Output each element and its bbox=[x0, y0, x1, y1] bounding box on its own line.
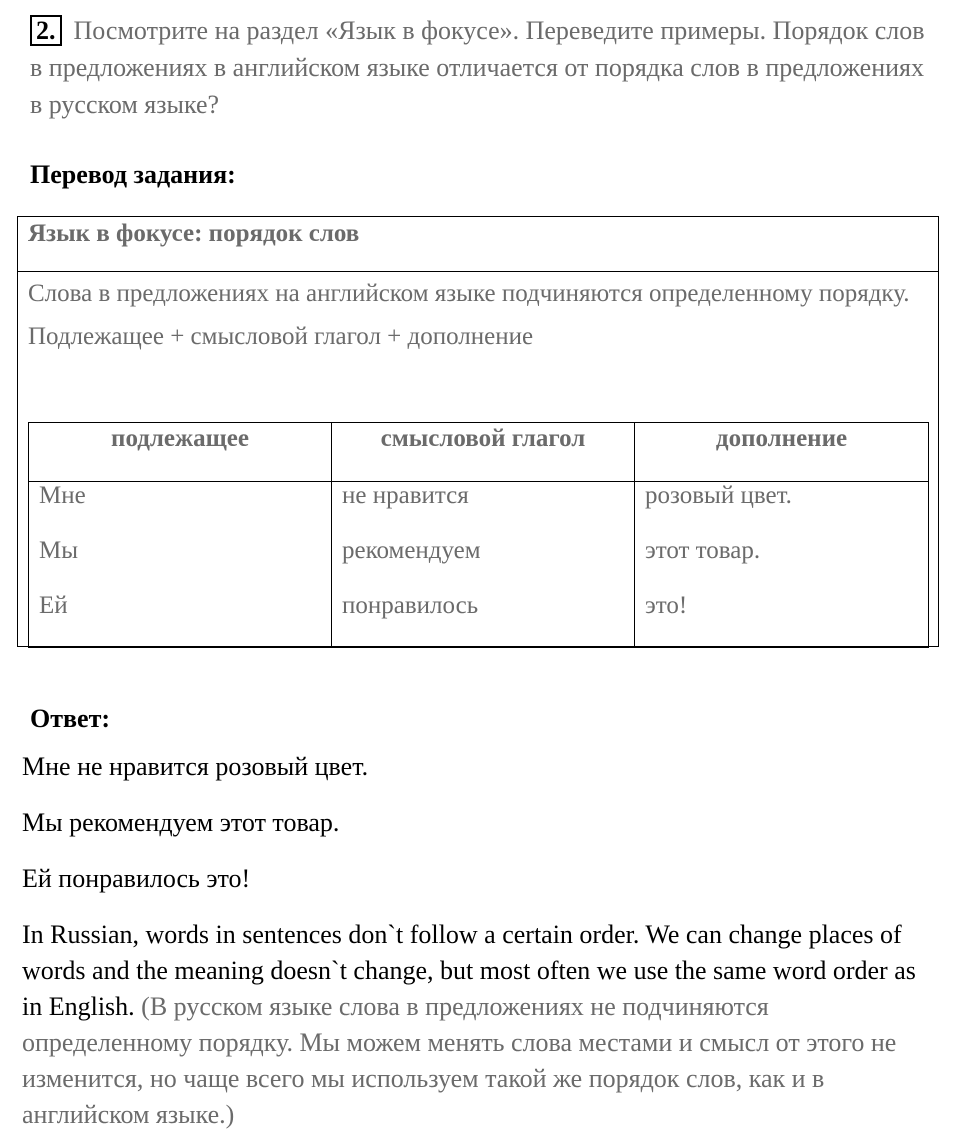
table-cell: Мы bbox=[29, 537, 332, 592]
table-cell: это! bbox=[635, 592, 929, 648]
task-number: 2. bbox=[30, 15, 62, 46]
task-statement bbox=[30, 12, 935, 123]
answer-line-3: Ей понравилось это! bbox=[22, 864, 251, 893]
table-cell: этот товар. bbox=[635, 537, 929, 592]
translation-heading: Перевод задания: bbox=[30, 160, 236, 189]
focus-box-formula: Подлежащее + смысловой глагол + дополнение bbox=[28, 323, 534, 350]
focus-box-title: Язык в фокусе: порядок слов bbox=[18, 217, 938, 272]
table-cell: не нравится bbox=[332, 482, 635, 538]
explanation-paragraph bbox=[22, 917, 937, 1133]
table-cell: розовый цвет. bbox=[635, 482, 929, 538]
table-header-verb: смысловой глагол bbox=[332, 423, 635, 482]
focus-box-text: Слова в предложениях на английском языке подчиняются определенному порядку. bbox=[28, 280, 910, 307]
table-cell: рекомендуем bbox=[332, 537, 635, 592]
table-header-row bbox=[29, 423, 929, 482]
table-row bbox=[29, 482, 929, 538]
table-cell: понравилось bbox=[332, 592, 635, 648]
answer-heading: Ответ: bbox=[30, 704, 111, 733]
explanation-russian: (В русском языке слова в предложениях не подчиняются определенному порядку. Мы можем менять слова местами и смысл от этого не изменится, но чаще всего мы используем такой же порядок слов, как и в английском языке.) bbox=[22, 992, 897, 1129]
table-cell: Ей bbox=[29, 592, 332, 648]
answer-line-2: Мы рекомендуем этот товар. bbox=[22, 808, 340, 837]
table-cell: Мне bbox=[29, 482, 332, 538]
table-row bbox=[29, 537, 929, 592]
table-header-object: дополнение bbox=[635, 423, 929, 482]
explanation-english: In Russian, words in sentences don`t follow a certain order. We can change places of words and the meaning doesn`t change, but most often we use the same word order as in English. bbox=[22, 920, 916, 1021]
table-row bbox=[29, 592, 929, 648]
task-text: Посмотрите на раздел «Язык в фокусе». Переведите примеры. Порядок слов в предложениях в английском языке отличается от порядка слов в предложениях в русском языке? bbox=[30, 16, 925, 119]
table-header-subject: подлежащее bbox=[29, 423, 332, 482]
answer-line-1: Мне не нравится розовый цвет. bbox=[22, 752, 369, 781]
focus-box bbox=[17, 216, 939, 647]
word-order-table bbox=[28, 422, 929, 648]
